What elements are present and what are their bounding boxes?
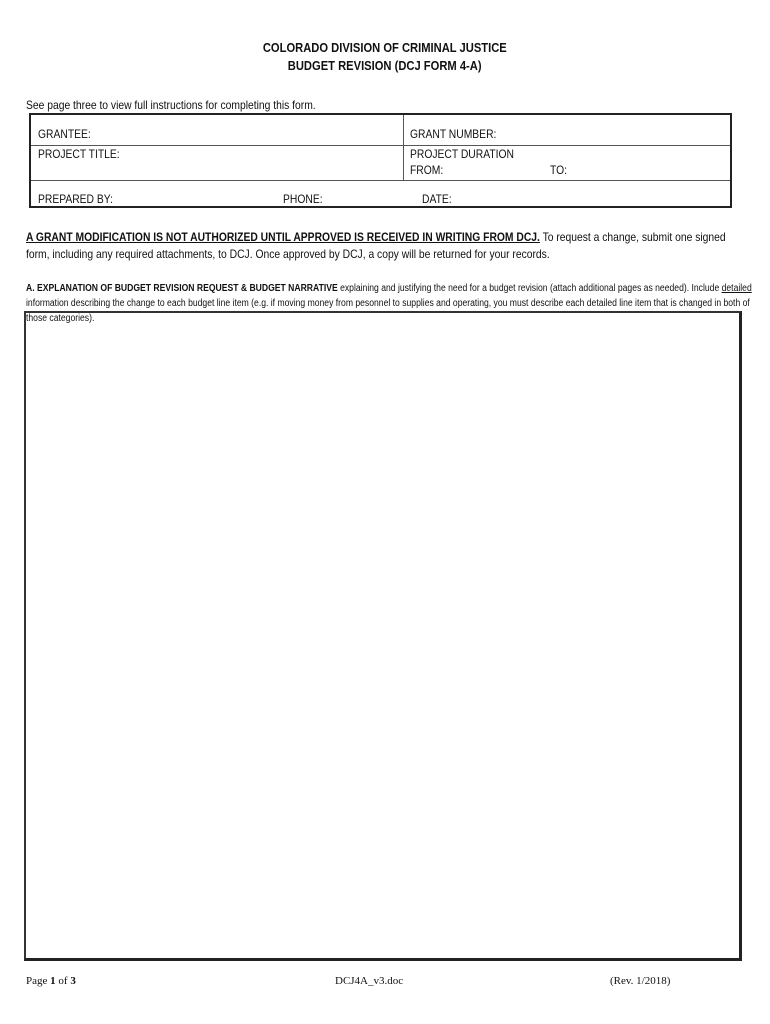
project-duration-label: PROJECT DURATION [410, 147, 514, 161]
instructions-note: See page three to view full instructions for completing this form. [26, 98, 316, 112]
form-title: COLORADO DIVISION OF CRIMINAL JUSTICE [263, 40, 507, 55]
info-divider [31, 145, 730, 146]
section-a-text-cont: information describing the change to each budget line item (e.g. if moving money from pesonnel to supplies and operating, you must describe each detailed line item that is changed in both of those categories). [26, 298, 750, 324]
grantee-field[interactable]: GRANTEE: [38, 127, 91, 141]
info-column-divider [403, 115, 404, 180]
grant-number-field[interactable]: GRANT NUMBER: [410, 127, 497, 141]
section-a-emphasis: detailed [721, 283, 752, 294]
date-field[interactable]: DATE: [422, 192, 452, 206]
from-date-field[interactable]: FROM: [410, 163, 444, 177]
section-a-heading: A. EXPLANATION OF BUDGET REVISION REQUEST & BUDGET NARRATIVE [26, 283, 338, 294]
authorization-notice [26, 229, 746, 263]
section-a-text: explaining and justifying the need for a budget revision (attach additional pages as needed). Include [337, 283, 722, 294]
budget-narrative-textarea[interactable] [24, 311, 742, 961]
notice-bold-text: A GRANT MODIFICATION IS NOT AUTHORIZED UNTIL APPROVED IS RECEIVED IN WRITING FROM DCJ. [26, 230, 540, 244]
grant-info-box [29, 113, 732, 208]
prepared-by-field[interactable]: PREPARED BY: [38, 192, 113, 206]
file-name: DCJ4A_v3.doc [335, 975, 404, 987]
notice-rest-text: To request a change, submit one signed form, including any required attachments, to DCJ. Once approved by DCJ, a copy will be returned for your records. [26, 230, 726, 261]
project-title-field[interactable]: PROJECT TITLE: [38, 147, 120, 161]
revision-date: (Rev. 1/2018) [610, 975, 671, 987]
to-date-field[interactable]: TO: [550, 163, 568, 177]
info-divider [31, 180, 730, 181]
page-number: Page 1 of 3 [26, 975, 76, 987]
form-subtitle: BUDGET REVISION (DCJ FORM 4-A) [288, 58, 482, 73]
phone-field[interactable]: PHONE: [283, 192, 323, 206]
